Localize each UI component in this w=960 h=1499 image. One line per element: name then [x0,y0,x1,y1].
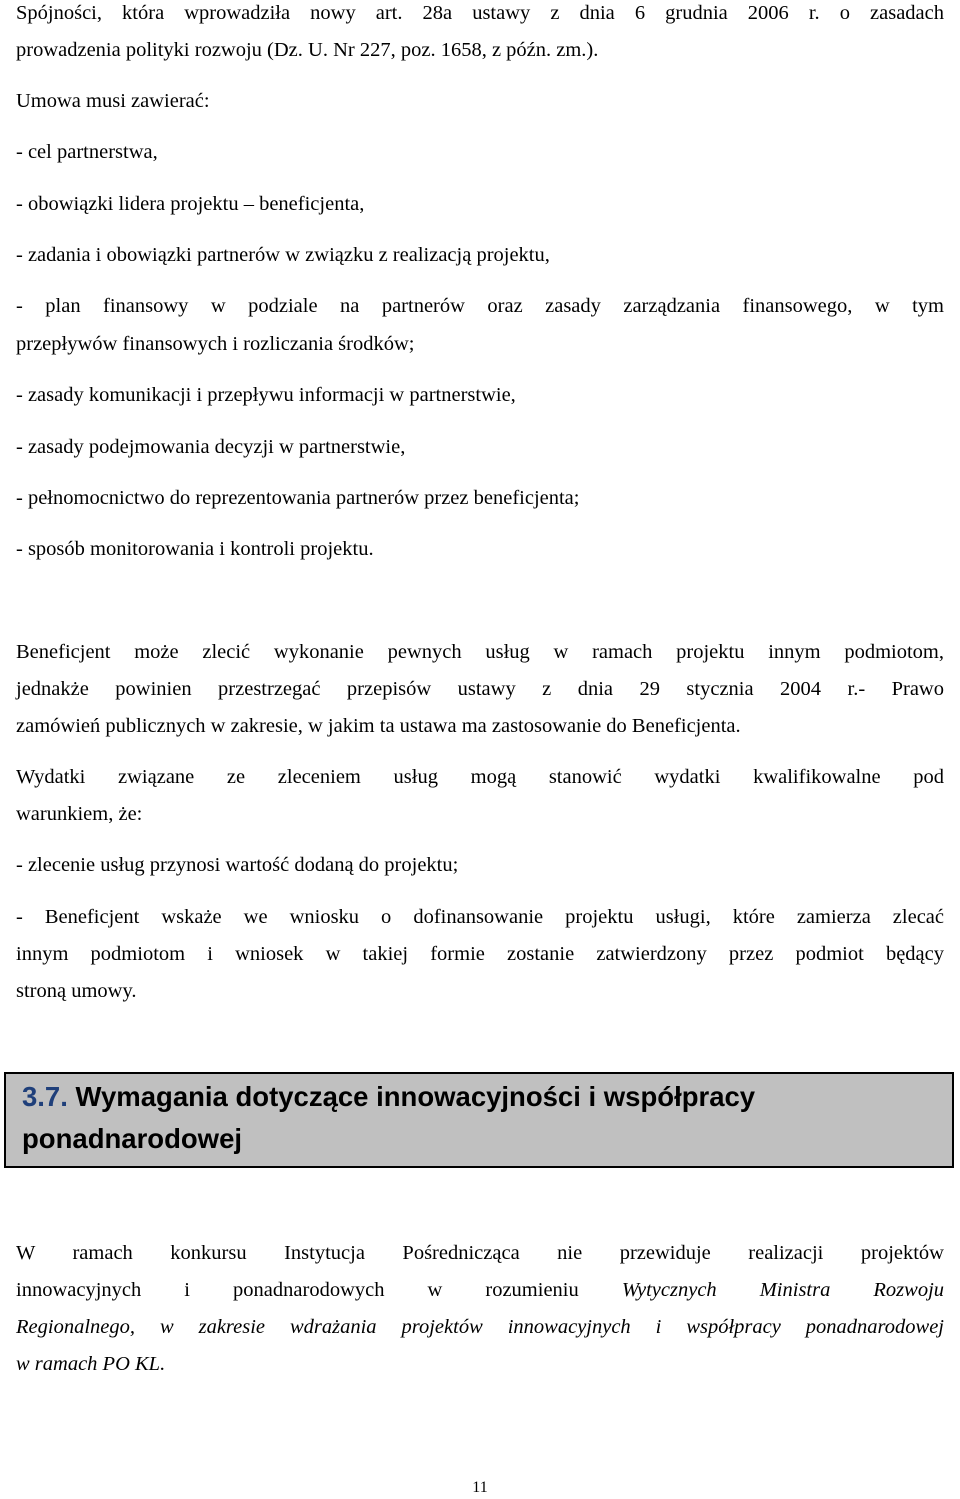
list-item: - zasady komunikacji i przepływu informacji w partnerstwie, [16,384,516,406]
beneficjent-item-line-1: - Beneficjent wskaże we wniosku o dofinansowanie projektu usługi, które zamierza zlecać [16,906,944,928]
konkurs-para-line-2-italic: Wytycznych Ministra Rozwoju [621,1279,945,1301]
list-item-continuation: przepływów finansowych i rozliczania środków; [16,333,415,355]
beneficjent-para-line-2: jednakże powinien przestrzegać przepisów ustawy z dnia 29 stycznia 2004 r.- Prawo [16,678,944,700]
beneficjent-para-line-1: Beneficjent może zlecić wykonanie pewnych usług w ramach projektu innym podmiotom, [16,641,944,663]
beneficjent-item-line-2: innym podmiotom i wniosek w takiej formie zostanie zatwierdzony przez podmiot będący [16,943,944,965]
section-heading-box [4,1072,954,1168]
konkurs-para-line-2-normal: innowacyjnych i ponadnarodowych w rozumieniu [16,1279,579,1301]
intro-line-2: prowadzenia polityki rozwoju (Dz. U. Nr 227, poz. 1658, z późn. zm.). [16,39,599,61]
list-item: - sposób monitorowania i kontroli projektu. [16,538,374,560]
konkurs-para-line-2 [16,1277,944,1303]
section-title-line-2: ponadnarodowej [22,1123,242,1154]
beneficjent-para-line-3: zamówień publicznych w zakresie, w jakim ta ustawa ma zastosowanie do Beneficjenta. [16,715,741,737]
list-item: - zadania i obowiązki partnerów w związku z realizacją projektu, [16,244,550,266]
wydatki-para-line-1: Wydatki związane ze zleceniem usług mogą stanowić wydatki kwalifikowalne pod [16,766,944,788]
list-item: - cel partnerstwa, [16,141,158,163]
intro-line-1: Spójności, która wprowadziła nowy art. 28a ustawy z dnia 6 grudnia 2006 r. o zasadach [16,2,944,24]
konkurs-para-line-4-italic: w ramach PO KL. [16,1353,166,1375]
list-item: - obowiązki lidera projektu – beneficjenta, [16,193,365,215]
konkurs-para-line-3-italic: Regionalnego, w zakresie wdrażania projektów innowacyjnych i współpracy ponadnarodowej [16,1316,944,1338]
konkurs-para-line-4 [16,1351,944,1377]
wydatki-para-line-2: warunkiem, że: [16,803,143,825]
section-title-line-1: Wymagania dotyczące innowacyjności i współpracy [75,1081,756,1112]
page-number: 11 [472,1479,488,1496]
konkurs-para-line-1: W ramach konkursu Instytucja Pośrednicząca nie przewiduje realizacji projektów [16,1242,944,1264]
list-item: - plan finansowy w podziale na partnerów oraz zasady zarządzania finansowego, w tym [16,295,944,317]
section-heading-line-1 [22,1080,755,1114]
umowa-lead: Umowa musi zawierać: [16,90,210,112]
beneficjent-item-line-3: stroną umowy. [16,980,137,1002]
list-item: - zlecenie usług przynosi wartość dodaną do projektu; [16,854,459,876]
section-number: 3.7. [22,1081,68,1112]
list-item: - pełnomocnictwo do reprezentowania partnerów przez beneficjenta; [16,487,580,509]
list-item: - zasady podejmowania decyzji w partnerstwie, [16,436,406,458]
konkurs-para-line-3 [16,1314,944,1340]
